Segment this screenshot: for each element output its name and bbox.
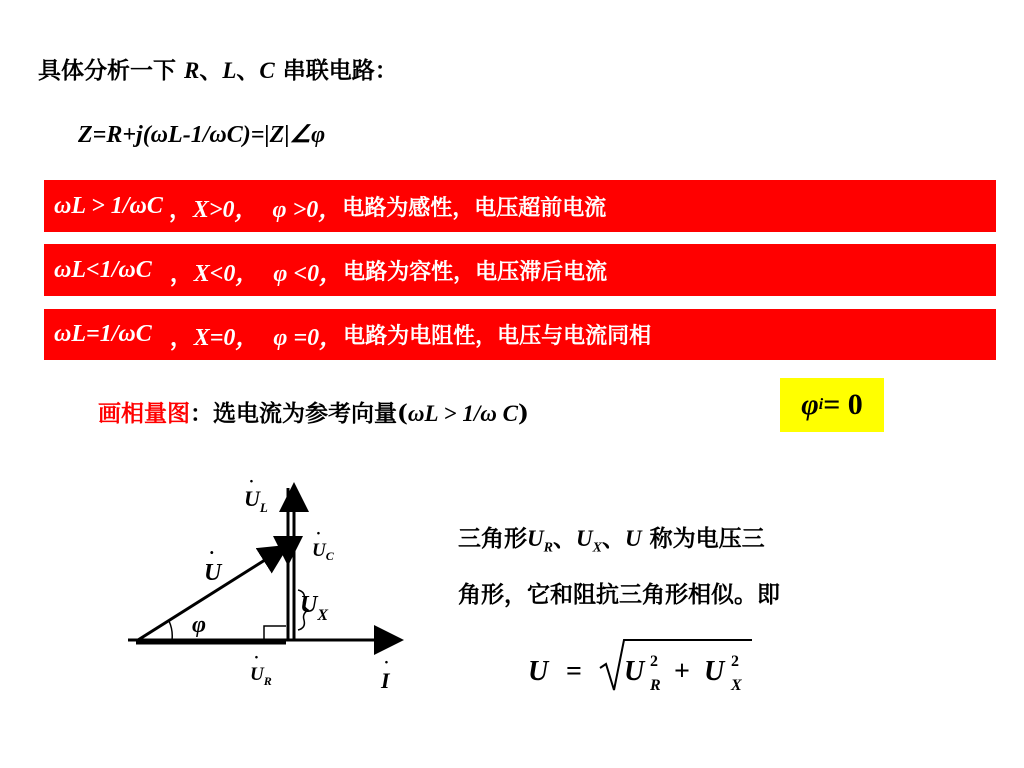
- formula-text: Z=R+j(ωL-1/ωC)=|Z|∠φ: [78, 122, 326, 148]
- i-dot: ·: [384, 655, 389, 671]
- phasor-colon: ：: [190, 400, 213, 427]
- condition-x: X=0，: [193, 325, 260, 351]
- ur-dot: ·: [254, 650, 259, 666]
- condition-text: 电路为容性，电压滞后电流: [343, 258, 608, 285]
- condition-expr: ωL=1/ωC: [54, 321, 152, 347]
- phi-value: = 0: [823, 388, 863, 421]
- desc-sep: 、: [552, 525, 576, 552]
- eq-term2-sub: X: [731, 677, 742, 694]
- eq-term1: U: [624, 656, 645, 687]
- u-label: U: [204, 560, 222, 586]
- desc-ux: U: [575, 526, 593, 551]
- eq-lhs: U: [528, 656, 549, 687]
- condition-phi: φ >0，: [272, 196, 343, 223]
- eq-term1-sup: 2: [650, 653, 658, 670]
- title-text: 具体分析一下: [38, 57, 185, 84]
- eq-plus: +: [674, 656, 690, 687]
- desc-ur: U: [527, 526, 544, 551]
- ul-label: $U_L$: [244, 486, 268, 515]
- uc-dot: ·: [316, 526, 321, 542]
- condition-separator: ，: [151, 325, 194, 351]
- eq-term2-sup: 2: [731, 653, 739, 670]
- desc-ux-sub: X: [592, 540, 602, 556]
- phi-subscript: i: [818, 396, 824, 413]
- condition-text: 电路为感性，电压超前电流: [342, 194, 607, 221]
- eq-term1-sub: R: [650, 677, 661, 694]
- i-label: I: [381, 668, 390, 693]
- title-c: C: [259, 58, 275, 83]
- phasor-condition: ωL > 1/ω C: [407, 401, 518, 426]
- condition-x: X<0，: [193, 260, 260, 287]
- eq-term2: U: [704, 656, 725, 687]
- title-sep: 、: [199, 57, 223, 84]
- ux-label: $U_X$: [300, 592, 329, 624]
- condition-phi: φ <0，: [273, 260, 344, 287]
- condition-separator: ，: [162, 196, 193, 223]
- condition-text: 电路为电阻性，电压与电流同相: [343, 323, 652, 349]
- title-sep: 、: [236, 57, 260, 84]
- desc-text: 称为电压三: [641, 525, 765, 552]
- ul-dot: ·: [249, 474, 254, 490]
- description-line-2: 角形，它和阻抗三角形相似。即: [458, 580, 780, 608]
- u-dot: ·: [209, 543, 215, 562]
- condition-separator: ，: [151, 260, 194, 287]
- condition-x: X>0，: [192, 196, 259, 223]
- phasor-close: ): [517, 400, 529, 427]
- desc-ur-sub: R: [543, 540, 553, 556]
- phasor-text: 选电流为参考向量(: [213, 400, 408, 427]
- title-r: R: [184, 58, 200, 83]
- desc-text: 三角形: [458, 525, 527, 552]
- desc-sep: 、: [601, 525, 625, 552]
- eq-equals: =: [566, 656, 582, 687]
- title-l: L: [222, 58, 237, 83]
- condition-expr: ωL<1/ωC: [54, 256, 152, 283]
- uc-label: $U_C$: [312, 540, 334, 563]
- condition-phi: φ =0，: [273, 325, 344, 351]
- phi-label: φ: [192, 612, 207, 638]
- desc-u: U: [624, 526, 642, 551]
- condition-expr: ωL > 1/ωC: [54, 192, 163, 219]
- ur-label: $U_R$: [250, 664, 272, 688]
- phi-symbol: φ: [801, 388, 819, 421]
- title-text: 串联电路：: [274, 57, 398, 84]
- phasor-label: 画相量图: [98, 400, 190, 427]
